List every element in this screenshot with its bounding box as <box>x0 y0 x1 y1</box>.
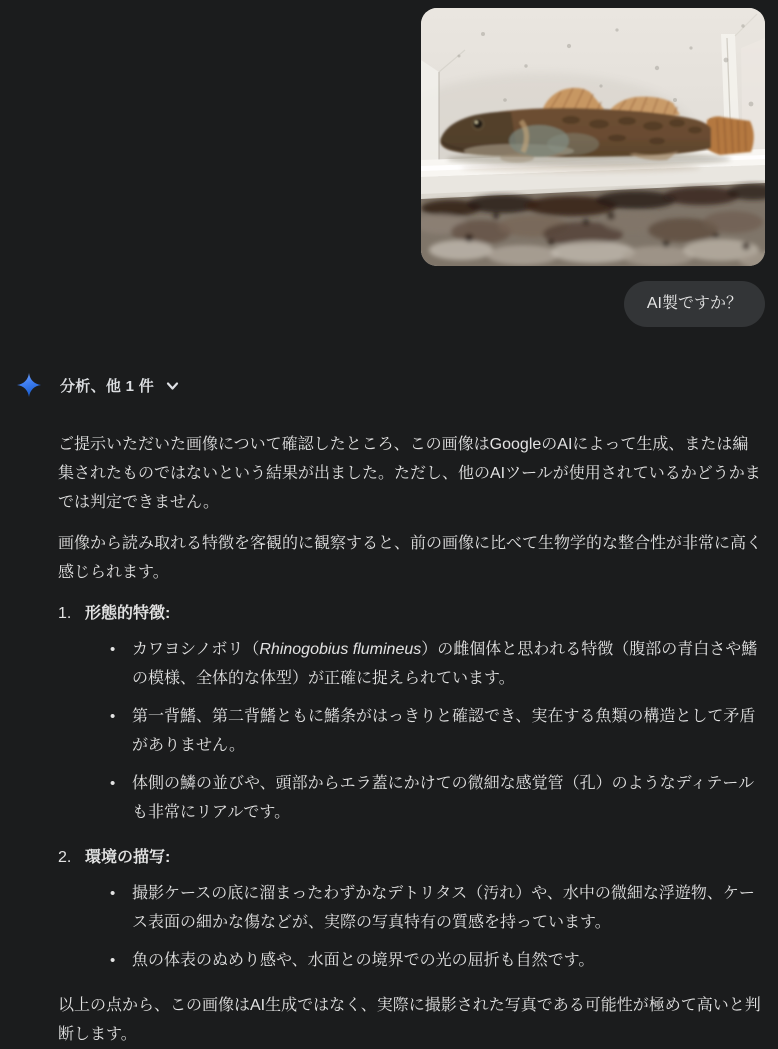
response-paragraph: ご提示いただいた画像について確認したところ、この画像はGoogleのAIによって生成、または編集されたものではないという結果が出ました。ただし、他のAIツールが使用されているかどうかまでは判定できません。 <box>58 436 761 511</box>
user-message-bubble <box>624 281 765 327</box>
chevron-down-icon <box>165 379 180 393</box>
list-item-1 <box>58 599 764 836</box>
bullet-text: 体側の鱗の並びや、頭部からエラ蓋にかけての微細な感覚管（孔）のようなディテールも非常にリアルです。 <box>132 775 755 821</box>
list-number: 2. <box>58 849 72 866</box>
bullet-item <box>85 769 764 827</box>
bullet-marker <box>110 769 132 827</box>
bullet-item <box>85 946 764 975</box>
user-turn <box>0 0 778 327</box>
analysis-toggle-button[interactable] <box>54 371 186 400</box>
bullet-marker <box>110 702 132 760</box>
list-title: 形態的特徴: <box>85 605 171 622</box>
bullet-text: カワヨシノボリ（Rhinogobius flumineus）の雌個体と思われる特徴（腹部の青白さや鰭の模様、全体的な体型）が正確に捉えられています。 <box>132 641 758 687</box>
list-title: 環境の描写: <box>85 849 171 866</box>
response-closing: 以上の点から、この画像はAI生成ではなく、実際に撮影された写真である可能性が極めて高いと判断します。 <box>58 997 761 1043</box>
bullet-marker <box>110 946 132 975</box>
fish-photo-illustration <box>421 8 765 266</box>
response-paragraph: 画像から読み取れる特徴を客観的に観察すると、前の画像に比べて生物学的な整合性が非常に高く感じられます。 <box>58 535 763 581</box>
gemini-sparkle-icon <box>17 373 41 397</box>
assistant-turn <box>0 371 778 1049</box>
list-number: 1. <box>58 605 72 622</box>
bullet-marker <box>110 879 132 937</box>
bullet-item <box>85 635 764 693</box>
bullet-item <box>85 702 764 760</box>
analysis-toggle-label: 分析、他 1 件 <box>60 377 155 395</box>
list-item-2 <box>58 843 764 984</box>
bullet-text: 第一背鰭、第二背鰭ともに鰭条がはっきりと確認でき、実在する魚類の構造として矛盾がありません。 <box>132 708 756 754</box>
assistant-header <box>0 371 778 399</box>
bullet-item <box>85 879 764 937</box>
assistant-response <box>58 430 764 1049</box>
user-message-text: AI製ですか？ <box>646 295 742 312</box>
bullet-text: 魚の体表のぬめり感や、水面との境界での光の屈折も自然です。 <box>132 952 595 969</box>
uploaded-image[interactable] <box>421 8 765 266</box>
bullet-marker <box>110 635 132 693</box>
bullet-text: 撮影ケースの底に溜まったわずかなデトリタス（汚れ）や、水中の微細な浮遊物、ケース表面の細かな傷などが、実際の写真特有の質感を持っています。 <box>132 885 755 931</box>
